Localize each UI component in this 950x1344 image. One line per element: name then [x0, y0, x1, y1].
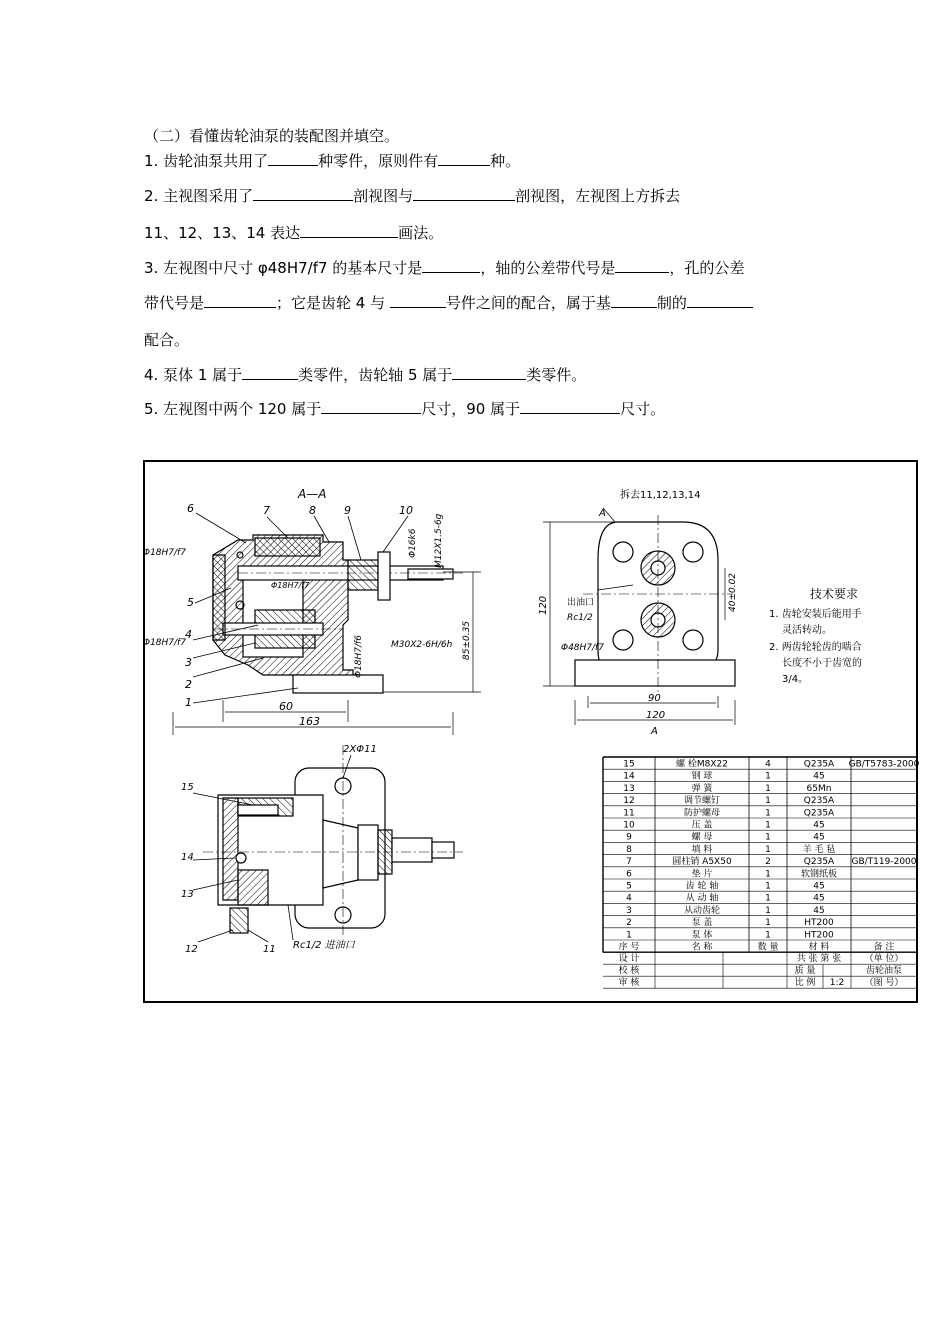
- bom-cell: 3: [626, 905, 632, 916]
- bom-cell: 泵 体: [691, 930, 713, 941]
- bom-cell: 1: [765, 881, 771, 892]
- dim-fit-left: Φ18H7/f7: [143, 638, 186, 648]
- bom-cell: HT200: [804, 930, 834, 941]
- dim-d16: Φ16k6: [408, 528, 418, 558]
- part-label: 9: [344, 504, 351, 517]
- title-block-cell: 比 例: [794, 978, 816, 989]
- dim-width-120: 120: [646, 710, 666, 721]
- svg-text:1. 齿轮安装后能用手: 1. 齿轮安装后能用手: [769, 609, 862, 620]
- dim-60: 60: [279, 700, 293, 713]
- title-block-cell: 审 核: [618, 978, 640, 989]
- svg-text:2. 两齿轮轮齿的啮合: 2. 两齿轮轮齿的啮合: [769, 642, 862, 653]
- bom-header-cell: 备 注: [873, 942, 895, 953]
- dim-90: 90: [648, 693, 661, 704]
- bom-cell: 1: [765, 783, 771, 794]
- bom-cell: 1: [765, 918, 771, 929]
- title-block-cell: 质 量: [794, 966, 816, 977]
- answer-blank[interactable]: [253, 185, 353, 201]
- bom-cell: 45: [813, 832, 825, 843]
- gear-top: [255, 538, 320, 556]
- bom-cell: 垫 片: [691, 869, 713, 880]
- answer-blank[interactable]: [242, 364, 298, 380]
- question-3: 3. 左视图中尺寸 φ48H7/f7 的基本尺寸是 ，轴的公差带代号是 ，孔的公差: [144, 259, 745, 277]
- title-block-cell: （单 位）: [864, 954, 904, 965]
- part-label: 7: [263, 504, 270, 517]
- bom-cell: 2: [626, 918, 632, 929]
- bom-cell: 防护螺母: [683, 808, 721, 819]
- section-marker-a-bottom: A: [651, 726, 658, 737]
- bom-cell: 45: [813, 820, 825, 831]
- bom-cell: 从 动 轴: [685, 893, 719, 904]
- section-title: （二）看懂齿轮油泵的装配图并填空。: [144, 127, 400, 145]
- bom-cell: 15: [623, 759, 635, 770]
- gland-nut: [348, 560, 378, 590]
- title-block-cell: （图 号）: [864, 978, 904, 989]
- bom-header-cell: 序 号: [618, 942, 640, 953]
- part-label: 14: [181, 852, 194, 863]
- bom-cell: 1: [765, 930, 771, 941]
- bom-cell: 45: [813, 881, 825, 892]
- answer-blank[interactable]: [268, 150, 318, 166]
- bom-cell: 4: [626, 893, 632, 904]
- dim-height: 85±0.35: [462, 620, 472, 660]
- bom-cell: 弹 簧: [691, 783, 713, 794]
- bom-cell: 1: [765, 808, 771, 819]
- removed-parts-label: 拆去11,12,13,14: [620, 490, 701, 501]
- outlet-thread: Rc1/2: [567, 613, 593, 623]
- answer-blank[interactable]: [438, 150, 490, 166]
- parts-list: [603, 757, 919, 988]
- bom-cell: Q235A: [803, 808, 835, 819]
- question-1: 1. 齿轮油泵共用了 种零件，原则件有 种。: [144, 152, 521, 170]
- bom-cell: 8: [626, 844, 632, 855]
- part-label: 2: [185, 678, 192, 691]
- bom-cell: 螺 母: [691, 832, 713, 843]
- answer-blank[interactable]: [687, 292, 753, 308]
- bom-cell: 圆柱销 A5X50: [672, 857, 732, 868]
- answer-blank[interactable]: [611, 292, 657, 308]
- dim-fit-top: Φ18H7/f7: [143, 548, 186, 558]
- title-block-cell: 设 计: [618, 954, 640, 965]
- bom-cell: 1: [765, 820, 771, 831]
- bom-cell: 4: [765, 759, 771, 770]
- bom-cell: GB/T119-2000: [851, 857, 917, 868]
- bom-cell: 压 盖: [691, 820, 713, 831]
- question-2-cont: 11、12、13、14 表达 画法。: [144, 224, 444, 242]
- base-foot: [293, 675, 383, 693]
- bom-cell: 5: [626, 881, 632, 892]
- cover-plate: [378, 552, 390, 600]
- answer-blank[interactable]: [520, 398, 620, 414]
- bom-cell: 螺 栓M8X22: [676, 759, 728, 770]
- dim-side-120: 120: [538, 595, 549, 615]
- part-label: 13: [181, 889, 194, 900]
- title-block-cell: 共 张 第 张: [796, 954, 842, 965]
- bom-cell: 羊 毛 毡: [802, 844, 836, 855]
- side-base: [575, 660, 735, 686]
- bom-cell: 13: [623, 783, 635, 794]
- question-5: 5. 左视图中两个 120 属于 尺寸，90 属于 尺寸。: [144, 400, 666, 418]
- svg-text:灵活转动。: 灵活转动。: [782, 625, 832, 636]
- shaft-end: [392, 838, 432, 862]
- part-label: 8: [309, 504, 316, 517]
- bom-cell: 2: [765, 857, 771, 868]
- svg-text:3/4。: 3/4。: [782, 674, 809, 685]
- bom-cell: 14: [623, 771, 635, 782]
- part-label: 1: [185, 696, 192, 709]
- bom-cell: 1: [765, 796, 771, 807]
- answer-blank[interactable]: [204, 292, 276, 308]
- bom-cell: 调节螺钉: [683, 796, 721, 807]
- answer-blank[interactable]: [615, 257, 669, 273]
- bom-header-cell: 名 称: [691, 942, 713, 953]
- dim-fit-48: Φ48H7/f7: [561, 643, 604, 653]
- answer-blank[interactable]: [413, 185, 515, 201]
- dim-fit-mid: Φ18H7/f7: [271, 581, 310, 590]
- bom-cell: 65Mn: [806, 783, 832, 794]
- bom-cell: GB/T5783-2000: [848, 759, 919, 770]
- bom-cell: 钢 球: [691, 771, 713, 782]
- title-block-cell: 1:2: [829, 978, 845, 989]
- part-label: 11: [263, 944, 276, 955]
- title-block-cell: 齿轮油泵: [865, 966, 903, 977]
- part-label: 5: [187, 596, 194, 609]
- answer-blank[interactable]: [422, 257, 480, 273]
- bom-cell: Q235A: [803, 796, 835, 807]
- bom-cell: 软钢纸板: [800, 869, 838, 880]
- part-label: 6: [187, 502, 194, 515]
- bom-cell: Q235A: [803, 759, 835, 770]
- bom-cell: 45: [813, 893, 825, 904]
- answer-blank[interactable]: [390, 292, 446, 308]
- dim-thread-m30: M30X2-6H/6h: [391, 640, 453, 650]
- bom-cell: 9: [626, 832, 632, 843]
- dim-163: 163: [299, 715, 320, 728]
- bom-cell: 1: [765, 844, 771, 855]
- question-2: 2. 主视图采用了 剖视图与 剖视图，左视图上方拆去: [144, 187, 681, 205]
- question-3-cont: 带代号是 ；它是齿轮 4 与 号件之间的配合，属于基 制的: [144, 292, 753, 313]
- dim-thread-m12: M12X1.5-6g: [434, 513, 444, 568]
- bom-cell: 泵 盖: [691, 918, 713, 929]
- bom-cell: 45: [813, 771, 825, 782]
- top-view: [193, 745, 463, 942]
- bom-cell: 1: [765, 832, 771, 843]
- tech-requirements: [769, 586, 862, 685]
- bom-cell: 1: [765, 771, 771, 782]
- tech-req-title: 技术要求: [810, 587, 859, 601]
- answer-blank[interactable]: [321, 398, 421, 414]
- bom-header-cell: 材 料: [808, 942, 830, 953]
- bom-cell: 1: [765, 893, 771, 904]
- part-label: 4: [185, 628, 192, 641]
- question-3-end: 配合。: [144, 331, 190, 349]
- part-label: 12: [185, 944, 198, 955]
- holes-label: 2XΦ11: [343, 744, 377, 755]
- section-marker-a: A: [599, 508, 606, 519]
- bom-cell: 填 料: [691, 844, 713, 855]
- bom-cell: 齿 轮 轴: [685, 881, 719, 892]
- section-label: A—A: [298, 487, 327, 501]
- part-label: 3: [185, 656, 192, 669]
- bom-cell: Q235A: [803, 857, 835, 868]
- dim-center-40: 40±0.02: [728, 572, 738, 612]
- bom-cell: 10: [623, 820, 635, 831]
- answer-blank[interactable]: [452, 364, 526, 380]
- inlet-label: Rc1/2 进油口: [293, 940, 355, 951]
- title-block-cell: 校 核: [618, 966, 640, 977]
- dim-fit-shaft: Φ18H7/f6: [354, 635, 364, 678]
- bom-cell: 1: [626, 930, 632, 941]
- bom-header-cell: 数 量: [757, 942, 779, 953]
- bom-cell: 1: [765, 905, 771, 916]
- part-label: 10: [399, 504, 413, 517]
- bom-cell: 12: [623, 796, 635, 807]
- bom-cell: 6: [626, 869, 632, 880]
- bom-cell: 45: [813, 905, 825, 916]
- answer-blank[interactable]: [300, 222, 398, 238]
- part-label: 15: [181, 782, 194, 793]
- assembly-drawing: [143, 460, 919, 1006]
- bom-cell: HT200: [804, 918, 834, 929]
- outlet-label: 出油口: [567, 598, 595, 608]
- bom-cell: 1: [765, 869, 771, 880]
- bom-cell: 从动齿轮: [683, 905, 721, 916]
- bom-cell: 11: [623, 808, 635, 819]
- svg-text:长度不小于齿宽的: 长度不小于齿宽的: [782, 658, 862, 669]
- bom-cell: 7: [626, 857, 632, 868]
- question-4: 4. 泵体 1 属于 类零件，齿轮轴 5 属于 类零件。: [144, 366, 587, 384]
